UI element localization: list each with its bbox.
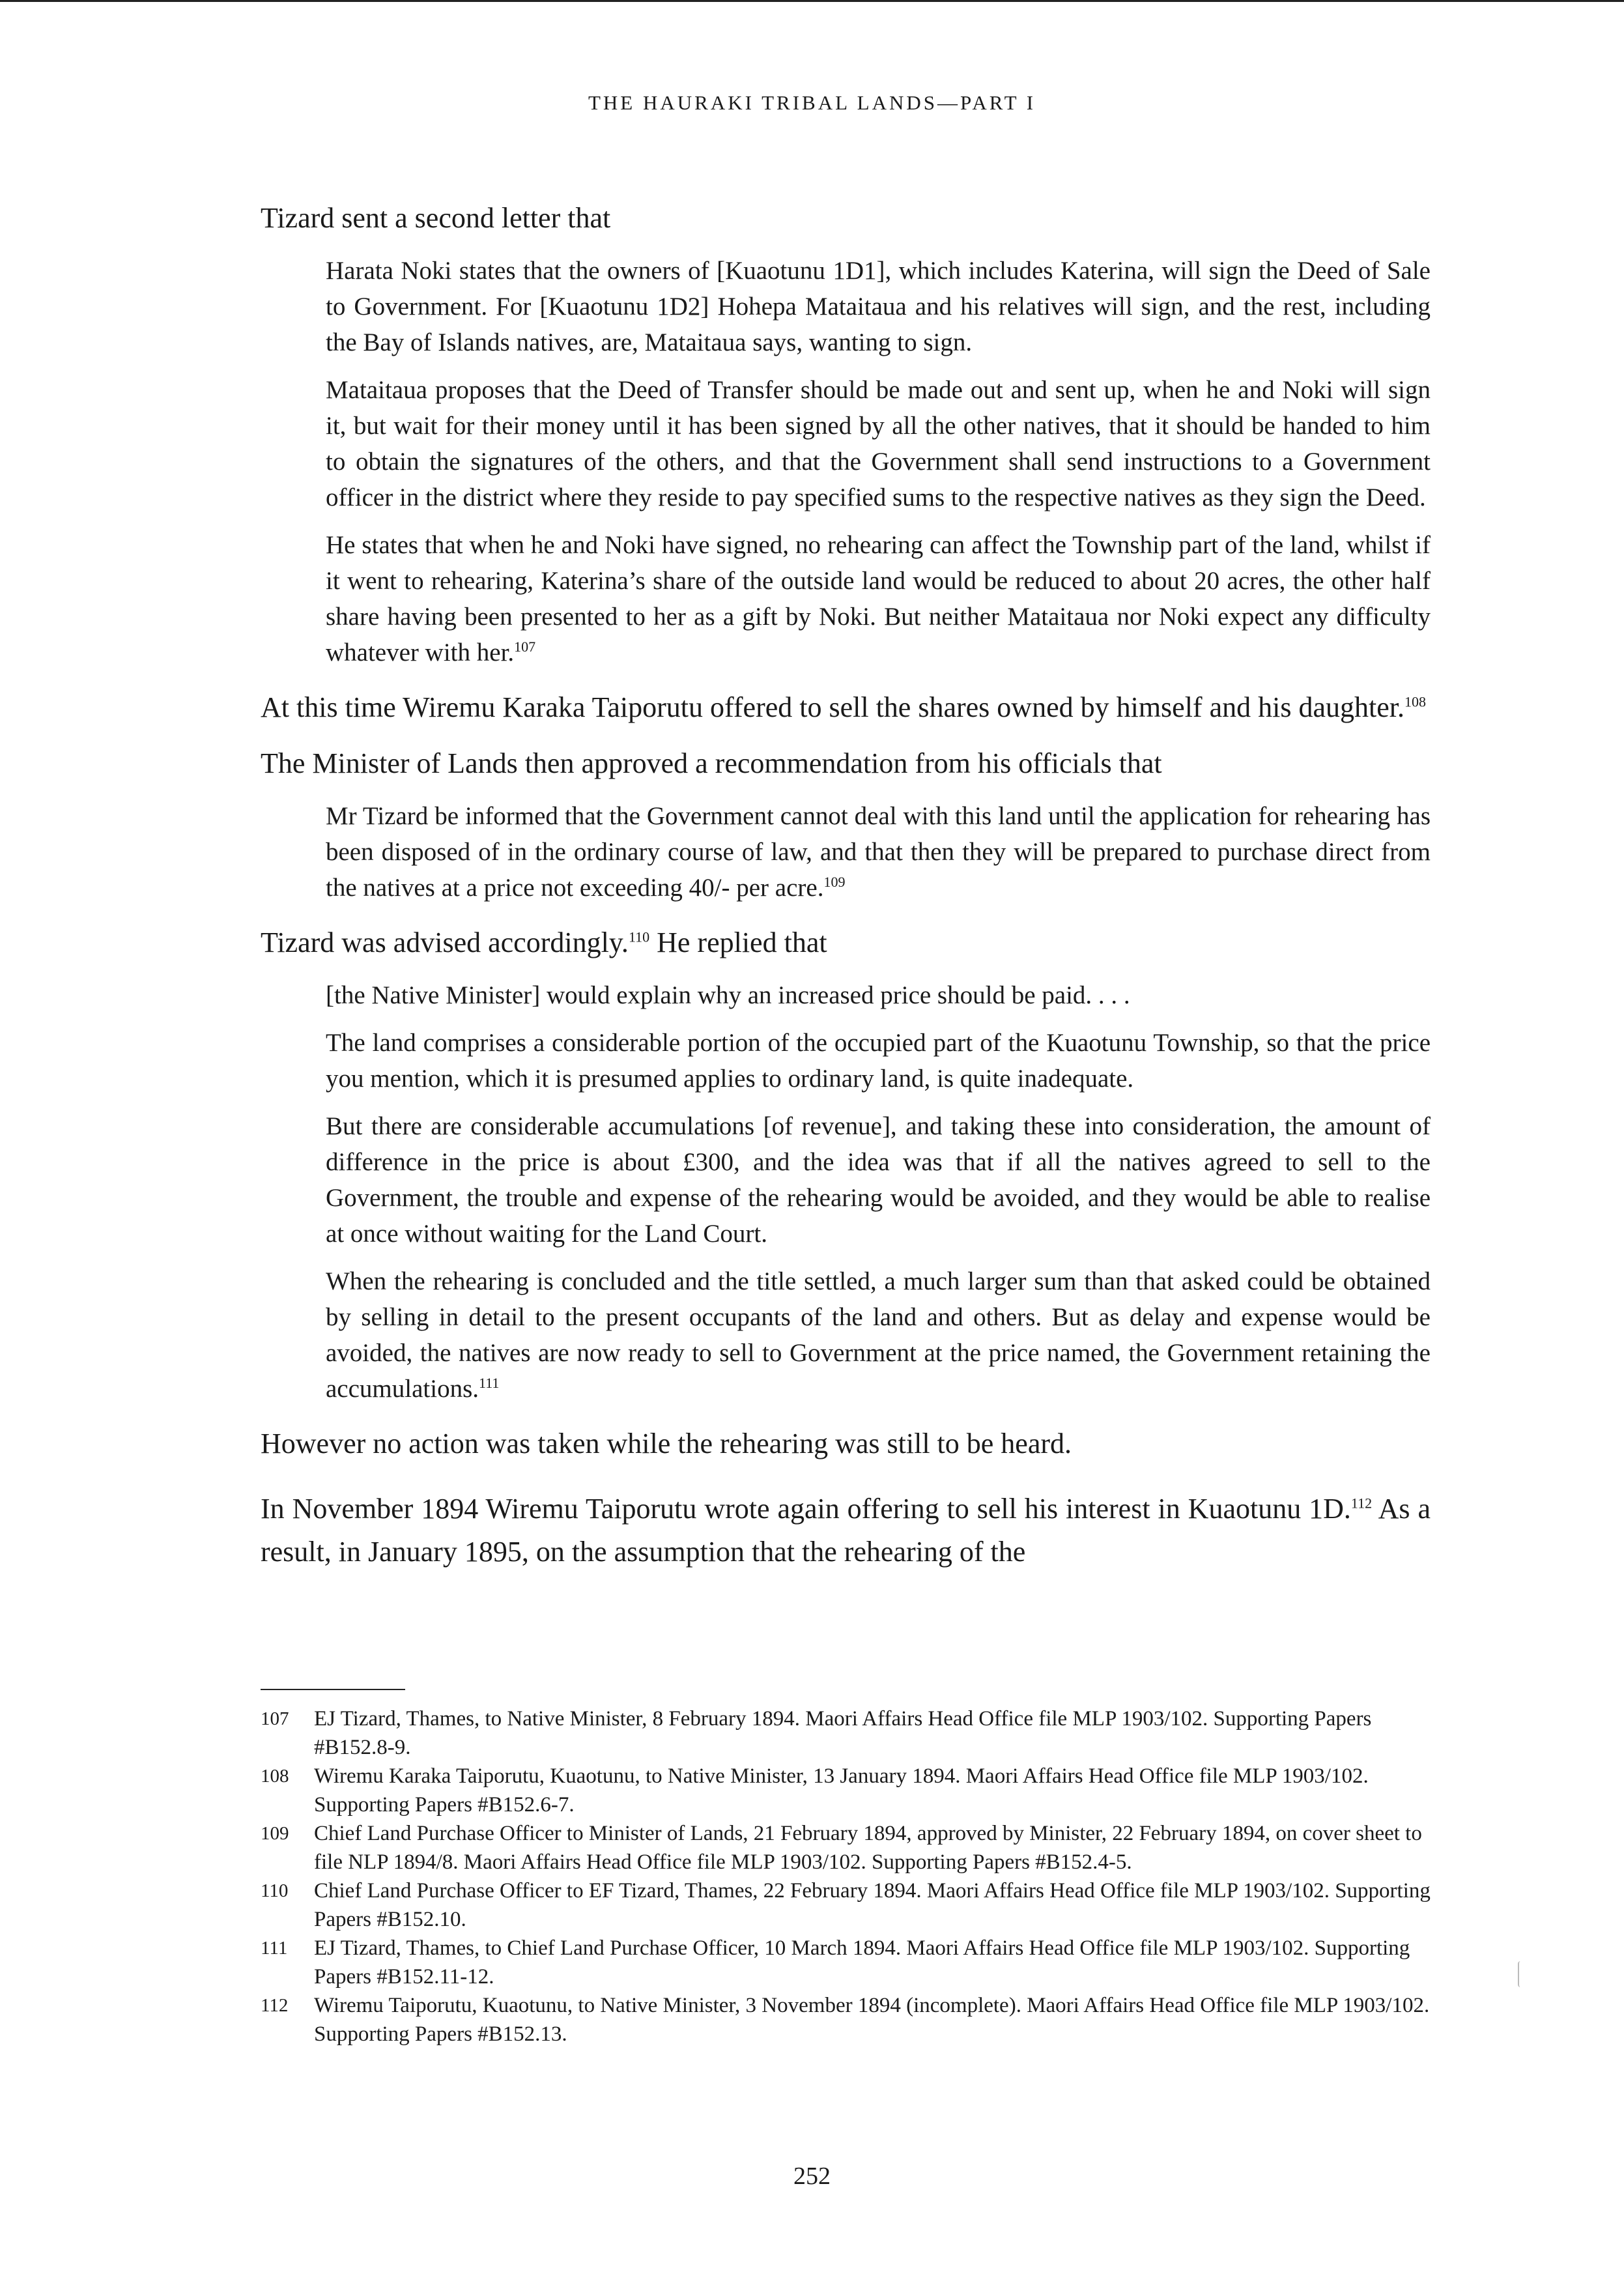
block-quote-3	[326, 977, 1431, 1407]
footnote-number: 110	[261, 1880, 289, 1901]
paragraph-6: In November 1894 Wiremu Taiporutu wrote again offering to sell his interest in Kuaotunu 1D.$^{112}$ As a result, in January 1895, on the assumption that the rehearing of the	[261, 1493, 1431, 1568]
main-text	[261, 197, 1431, 1587]
footnote-111	[261, 1934, 1431, 1991]
footnote-ref-108[interactable]: 108	[1404, 693, 1426, 710]
footnote-number: 111	[261, 1938, 288, 1959]
footnote-108	[261, 1762, 1431, 1819]
paragraph-4: Tizard was advised accordingly.$^{110}$ He replied that	[261, 927, 827, 958]
footnote-text: Chief Land Purchase Officer to EF Tizard, Thames, 22 February 1894. Maori Affairs Head Office file MLP 1903/102. Supporting Papers #B152.10.	[314, 1879, 1431, 1931]
paragraph-3: The Minister of Lands then approved a recommendation from his officials that	[261, 747, 1162, 779]
quote-3-para-3: But there are considerable accumulations [of revenue], and taking these into consideration, the amount of difference in the price is about £300, and the idea was that if all the natives agreed to sell to the Government, the trouble and expense of the rehearing would be avoided, and they would be able to realise at once without waiting for the Land Court.	[326, 1112, 1431, 1248]
quote-1-para-1: Harata Noki states that the owners of [Kuaotunu 1D1], which includes Katerina, will sign the Deed of Sale to Government. For [Kuaotunu 1D2] Hohepa Mataitaua and his relatives will sign, and the rest, including the Bay of Islands natives, are, Mataitaua says, wanting to sign.	[326, 257, 1431, 356]
footnote-text: EJ Tizard, Thames, to Chief Land Purchase Officer, 10 March 1894. Maori Affairs Head Office file MLP 1903/102. Supporting Papers #B152.11-12.	[314, 1936, 1410, 1989]
footnote-ref-112[interactable]: 112	[1350, 1495, 1373, 1512]
footnote-number: 108	[261, 1766, 289, 1787]
paragraph-1: Tizard sent a second letter that	[261, 202, 611, 234]
footnotes-section	[261, 1689, 1431, 2048]
quote-3-para-2: The land comprises a considerable portion of the occupied part of the Kuaotunu Township, so that the price you mention, which it is presumed applies to ordinary land, is quite inadequate.	[326, 1029, 1431, 1093]
footnote-ref-110[interactable]: 110	[628, 928, 650, 945]
footnote-number: 107	[261, 1708, 289, 1729]
footnote-112	[261, 1991, 1431, 2048]
footnote-text: Chief Land Purchase Officer to Minister of Lands, 21 February 1894, approved by Minister, 22 February 1894, on cover sheet to file NLP 1894/8. Maori Affairs Head Office file MLP 1903/102. Supporting Papers #B152.4-5.	[314, 1822, 1422, 1874]
margin-mark	[1518, 1961, 1523, 1987]
quote-1-para-2: Mataitaua proposes that the Deed of Transfer should be made out and sent up, when he and Noki will sign it, but wait for their money until it has been signed by all the other natives, that it should be handed to him to obtain the signatures of the others, and that the Government shall send instructions to a Government officer in the district where they reside to pay specified sums to the respective natives as they sign the Deed.	[326, 376, 1431, 511]
footnote-number: 112	[261, 1995, 289, 2016]
footnote-text: Wiremu Karaka Taiporutu, Kuaotunu, to Native Minister, 13 January 1894. Maori Affairs Head Office file MLP 1903/102. Supporting Papers #B152.6-7.	[314, 1764, 1369, 1817]
top-border-line	[0, 0, 1624, 2]
footnote-text: EJ Tizard, Thames, to Native Minister, 8 February 1894. Maori Affairs Head Office file MLP 1903/102. Supporting Papers #B152.8-9.	[314, 1707, 1372, 1759]
footnote-ref-111[interactable]: 111	[479, 1375, 500, 1391]
footnote-ref-107[interactable]: 107	[514, 639, 536, 655]
quote-1-para-3: He states that when he and Noki have signed, no rehearing can affect the Township part of the land, whilst if it went to rehearing, Katerina’s share of the outside land would be reduced to about 20 acres, the other half share having been presented to her as a gift by Noki. But neither Mataitaua nor Noki expect any difficulty whatever with her.$^{107}$	[326, 531, 1431, 667]
footnote-109	[261, 1819, 1431, 1876]
paragraph-5: However no action was taken while the rehearing was still to be heard.	[261, 1428, 1072, 1459]
paragraph-2: At this time Wiremu Karaka Taiporutu offered to sell the shares owned by himself and his daughter.$^{108}$	[261, 691, 1426, 723]
footnote-110	[261, 1876, 1431, 1934]
footnote-number: 109	[261, 1823, 289, 1844]
block-quote-1	[326, 253, 1431, 670]
footnote-text: Wiremu Taiporutu, Kuaotunu, to Native Minister, 3 November 1894 (incomplete). Maori Affairs Head Office file MLP 1903/102. Supporting Papers #B152.13.	[314, 1994, 1430, 2046]
footnote-107	[261, 1704, 1431, 1762]
quote-3-para-1: [the Native Minister] would explain why an increased price should be paid. . . .	[326, 981, 1130, 1009]
block-quote-2	[326, 798, 1431, 906]
footnote-divider	[261, 1689, 405, 1690]
quote-3-para-4: When the rehearing is concluded and the title settled, a much larger sum than that asked could be obtained by selling in detail to the present occupants of the land and others. But as delay and expense would be avoided, the natives are now ready to sell to Government at the price named, the Government retaining the accumulations.$^{111}$	[326, 1267, 1431, 1403]
footnote-ref-109[interactable]: 109	[823, 874, 846, 890]
page-number: 252	[793, 2163, 831, 2190]
quote-2-para-1: Mr Tizard be informed that the Government cannot deal with this land until the application for rehearing has been disposed of in the ordinary course of law, and that then they will be prepared to purchase direct from the natives at a price not exceeding 40/- per acre.$^{109}$	[326, 802, 1431, 902]
running-head: THE HAURAKI TRIBAL LANDS—PART I	[588, 91, 1036, 114]
